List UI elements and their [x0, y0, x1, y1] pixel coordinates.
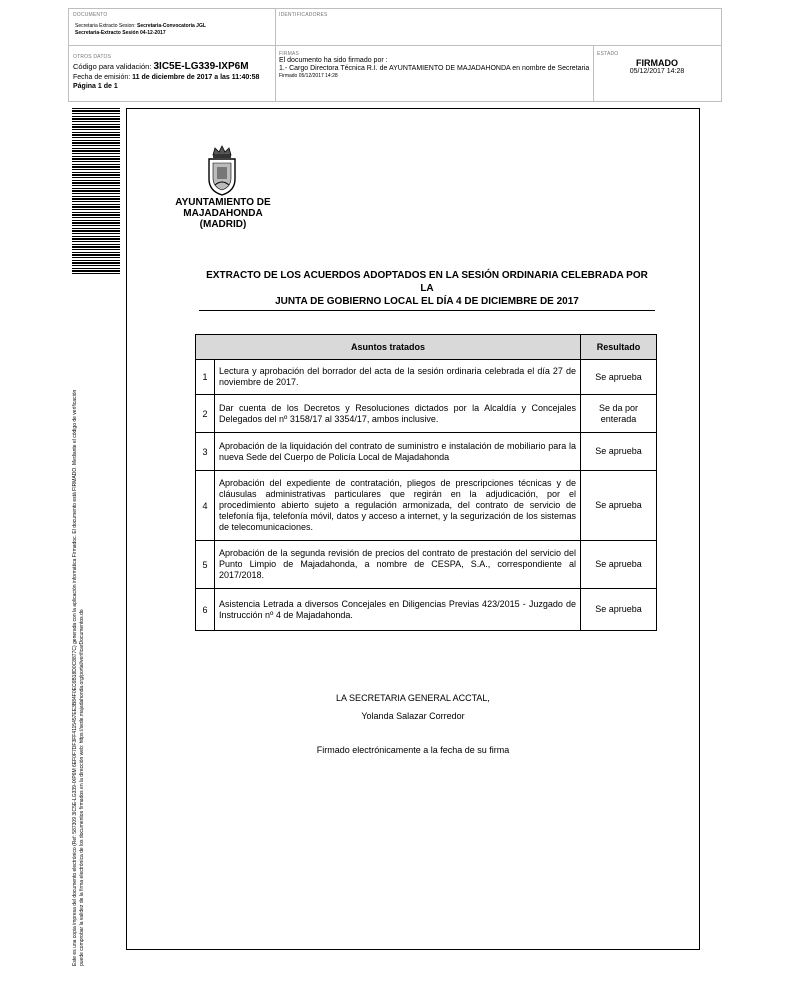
table-row [196, 395, 657, 433]
coat-of-arms-icon [203, 145, 241, 197]
row-resultado: Se aprueba [581, 471, 657, 541]
document-title: EXTRACTO DE LOS ACUERDOS ADOPTADOS EN LA SESIÓN ORDINARIA CELEBRADA POR LA JUNTA DE GOBIERNO LOCAL EL DÍA 4 DE DICIEMBRE DE 2017 [199, 269, 655, 311]
row-asunto: Dar cuenta de los Decretos y Resoluciones dictados por la Alcaldía y Concejales Delegados del nº 3158/17 al 3354/17, ambos inclusive. [215, 395, 581, 433]
side-text-line1: Este es una copia impresa del documento electrónico (Ref: 587309 3IC5E-LG339-IXP6M 6EF0F7DF3FF4115457EE3B84F0EC6B18D0C8877C) generada con la aplicación informática Firmadoc. El documento está FIRMADO. Mediante el código de verificación [72, 389, 78, 966]
firmas-line1: El documento ha sido firmado por : [279, 57, 388, 64]
row-number: 3 [196, 433, 215, 471]
documento-line1: Secretaria Extracto Sesion: Secretaria-Convocatoria JGL [75, 23, 206, 29]
barcode [72, 108, 120, 276]
row-resultado: Se aprueba [581, 433, 657, 471]
row-number: 2 [196, 395, 215, 433]
firmas-label: FIRMAS [279, 51, 300, 57]
identificadores-label: IDENTIFICADORES [279, 12, 328, 18]
pagina: Página 1 de 1 [73, 83, 118, 90]
table-row [196, 541, 657, 589]
firma-nombre: Yolanda Salazar Corredor [361, 711, 465, 721]
firmas-line3: Firmado 05/12/2017 14:28 [279, 73, 338, 79]
codigo-validacion: Código para validación: 3IC5E-LG339-IXP6M [73, 61, 249, 72]
documento-line2: Secretaria-Extracto Sesión 04-12-2017 [75, 30, 166, 36]
row-resultado: Se aprueba [581, 541, 657, 589]
side-verification-text [72, 266, 86, 966]
firma-cargo: LA SECRETARIA GENERAL ACCTAL, [336, 693, 490, 703]
row-asunto: Asistencia Letrada a diversos Concejales en Diligencias Previas 423/2015 - Juzgado de Instrucción nº 4 de Majadahonda. [215, 589, 581, 631]
firmas-cell [275, 46, 594, 101]
col-asuntos-header: Asuntos tratados [196, 335, 581, 360]
table-row [196, 360, 657, 395]
firmas-line2: 1.- Cargo Directora Técnica R.I. de AYUNTAMIENTO DE MAJADAHONDA en nombre de Secretaria [279, 65, 590, 72]
table-row [196, 433, 657, 471]
table-row [196, 471, 657, 541]
row-number: 4 [196, 471, 215, 541]
otros-datos-label: OTROS DATOS [73, 54, 112, 60]
row-number: 1 [196, 360, 215, 395]
row-number: 5 [196, 541, 215, 589]
documento-label: DOCUMENTO [73, 12, 108, 18]
row-asunto: Aprobación de la liquidación del contrato de suministro e instalación de mobiliario para la nueva Sede del Cuerpo de Policía Local de Majadahonda [215, 433, 581, 471]
table-header-row [196, 335, 657, 360]
table-row [196, 589, 657, 631]
document-page [126, 108, 700, 950]
estado-value: FIRMADO [636, 58, 678, 68]
ayuntamiento-name: AYUNTAMIENTO DE MAJADAHONDA (MADRID) [175, 197, 271, 230]
row-resultado: Se aprueba [581, 360, 657, 395]
fecha-emision: Fecha de emisión: 11 de diciembre de 2017 a las 11:40:58 [73, 74, 260, 81]
col-resultado-header: Resultado [581, 335, 657, 360]
otros-datos-cell [69, 46, 276, 101]
row-asunto: Aprobación del expediente de contratación, pliegos de prescripciones técnicas y de cláusulas administrativas particulares que regirán en la adjudicación, por el procedimiento abierto sujeto a regulación armonizada, del contrato de servicio de telefonía fija, telefonía móvil, datos y acceso a internet, y la segurización de los sistemas de telecomunicaciones. [215, 471, 581, 541]
row-asunto: Lectura y aprobación del borrador del acta de la sesión ordinaria celebrada el día 27 de noviembre de 2017. [215, 360, 581, 395]
estado-cell [593, 46, 721, 101]
row-asunto: Aprobación de la segunda revisión de precios del contrato de prestación del servicio del Punto Limpio de Majadahonda, a nombre de CESPA, S.A., correspondiente al 2017/2018. [215, 541, 581, 589]
acuerdos-table [195, 334, 657, 631]
document-header [68, 8, 722, 102]
row-resultado: Se aprueba [581, 589, 657, 631]
row-resultado: Se da por enterada [581, 395, 657, 433]
estado-fecha: 05/12/2017 14:28 [629, 68, 685, 75]
side-text-line2: puede comprobar la validez de la firma electrónica de los documentos firmados en la dirección web: https://sede.majadahonda.org/portal/verificarDocumentos.do [79, 609, 85, 966]
estado-label: ESTADO [597, 51, 619, 57]
identificadores-cell [275, 9, 721, 46]
firma-nota: Firmado electrónicamente a la fecha de su firma [316, 745, 510, 755]
row-number: 6 [196, 589, 215, 631]
documento-cell [69, 9, 276, 46]
